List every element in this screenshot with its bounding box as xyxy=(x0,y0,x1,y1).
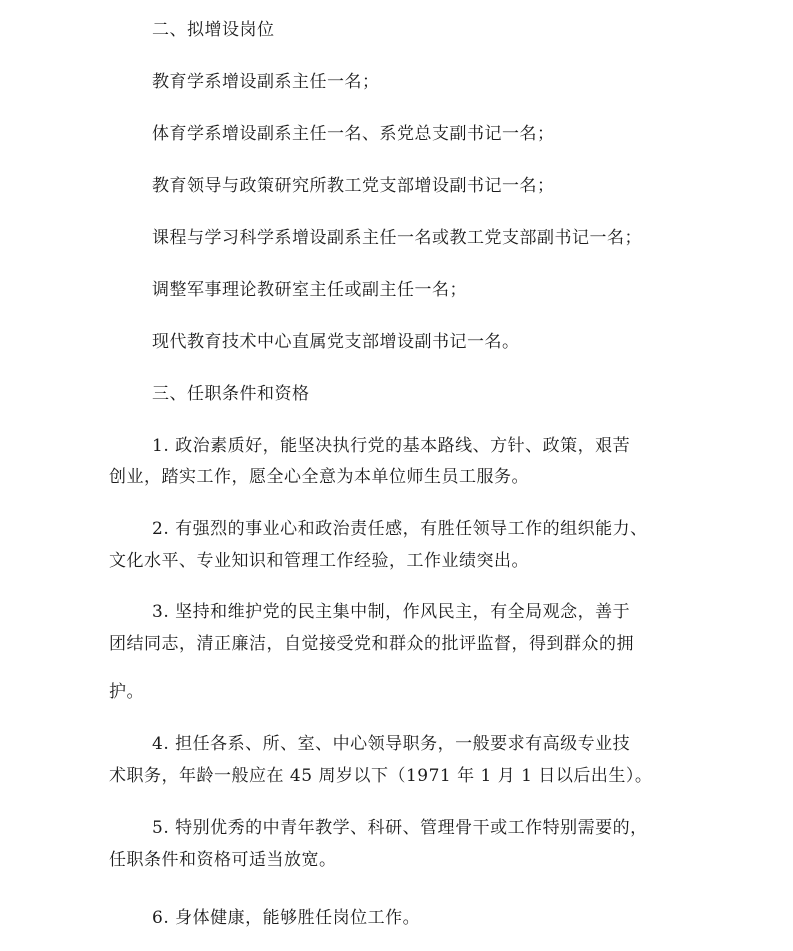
position-item-6: 现代教育技术中心直属党支部增设副书记一名。 xyxy=(152,332,520,352)
position-item-3: 教育领导与政策研究所教工党支部增设副书记一名； xyxy=(152,176,555,196)
position-item-1: 教育学系增设副系主任一名； xyxy=(152,72,380,92)
condition-line: 团结同志，清正廉洁，自觉接受党和群众的批评监督，得到群众的拥 xyxy=(109,634,634,654)
condition-line: 2. 有强烈的事业心和政治责任感，有胜任领导工作的组织能力、 xyxy=(152,519,648,539)
condition-line: 5. 特别优秀的中青年教学、科研、管理骨干或工作特别需要的， xyxy=(152,818,648,838)
condition-line: 1. 政治素质好，能坚决执行党的基本路线、方针、政策，艰苦 xyxy=(152,436,631,456)
condition-line: 4. 担任各系、所、室、中心领导职务，一般要求有高级专业技 xyxy=(152,734,631,754)
section-2-heading: 二、拟增设岗位 xyxy=(152,20,275,40)
condition-line: 术职务，年龄一般应在 45 周岁以下（1971 年 1 月 1 日以后出生）。 xyxy=(109,766,653,786)
position-item-2: 体育学系增设副系主任一名、系党总支副书记一名； xyxy=(152,124,555,144)
condition-line: 3. 坚持和维护党的民主集中制，作风民主，有全局观念，善于 xyxy=(152,602,631,622)
condition-line: 文化水平、专业知识和管理工作经验，工作业绩突出。 xyxy=(109,551,529,571)
section-3-heading: 三、任职条件和资格 xyxy=(152,384,310,404)
position-item-5: 调整军事理论教研室主任或副主任一名； xyxy=(152,280,467,300)
condition-line: 任职条件和资格可适当放宽。 xyxy=(109,850,337,870)
condition-line: 6. 身体健康，能够胜任岗位工作。 xyxy=(152,908,421,928)
condition-line: 创业，踏实工作，愿全心全意为本单位师生员工服务。 xyxy=(109,467,529,487)
condition-line: 护。 xyxy=(109,682,144,702)
position-item-4: 课程与学习科学系增设副系主任一名或教工党支部副书记一名； xyxy=(152,228,642,248)
